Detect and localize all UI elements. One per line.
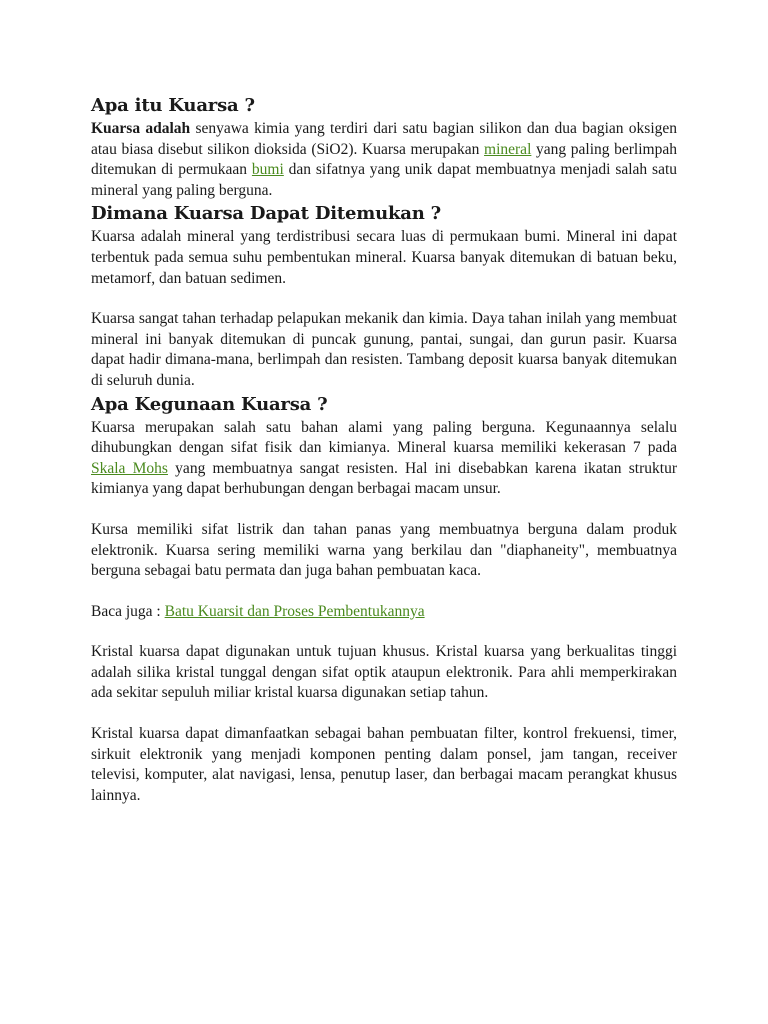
link-bumi[interactable]: bumi xyxy=(251,161,284,179)
text-span: dan sifatnya yang unik dapat membuatnya menjadi salah satu mineral yang paling berguna. xyxy=(91,161,678,199)
document-page xyxy=(91,93,677,806)
paragraph-crystal: Kristal kuarsa dapat digunakan untuk tujuan khusus. Kristal kuarsa yang berkualitas tinggi adalah silika kristal tunggal dengan sifat optik ataupun elektronik. Para ahli memperkirakan ada sekitar sepuluh miliar kristal kuarsa digunakan setiap tahun. xyxy=(91,643,677,702)
paragraph-definition xyxy=(91,119,677,201)
heading-dimana-kuarsa: Dimana Kuarsa Dapat Ditemukan ? xyxy=(91,203,442,225)
text-span: yang paling berlimpah ditemukan di permukaan xyxy=(91,140,677,179)
paragraph-usefulness xyxy=(91,418,677,500)
heading-apa-itu-kuarsa: Apa itu Kuarsa ? xyxy=(91,95,255,116)
link-batu-kuarsit[interactable]: Batu Kuarsit dan Proses Pembentukannya xyxy=(164,602,425,620)
paragraph-electrical: Kursa memiliki sifat listrik dan tahan panas yang membuatnya berguna dalam produk elektronik. Kuarsa sering memiliki warna yang berkilau dan "diaphaneity", membuatnya berguna sebagai batu permata dan juga bahan pembuatan kaca. xyxy=(91,520,677,580)
text-span: senyawa kimia yang terdiri dari satu bagian silikon dan dua bagian oksigen atau biasa disebut silikon dioksida (SiO2). Kuarsa merupakan xyxy=(91,120,678,158)
link-mineral[interactable]: mineral xyxy=(484,140,532,158)
paragraph-resistance: Kuarsa sangat tahan terhadap pelapukan mekanik dan kimia. Daya tahan inilah yang membuat mineral ini banyak ditemukan di puncak gunung, pantai, sungai, dan gurun pasir. Kuarsa dapat hadir dimana-mana, berlimpah dan resisten. Tambang deposit kuarsa banyak ditemukan di seluruh dunia. xyxy=(91,310,677,389)
text-span: Kuarsa merupakan salah satu bahan alami yang paling berguna. Kegunaannya selalu dihubungkan dengan sifat fisik dan kimianya. Mineral kuarsa memiliki kekerasan 7 pada xyxy=(91,418,677,457)
link-skala-mohs[interactable]: Skala Mohs xyxy=(91,459,168,477)
read-also xyxy=(91,602,677,623)
paragraph-applications: Kristal kuarsa dapat dimanfaatkan sebagai bahan pembuatan filter, kontrol frekuensi, timer, sirkuit elektronik yang menjadi komponen penting dalam ponsel, jam tangan, receiver televisi, komputer, alat navigasi, lensa, penutup laser, dan berbagai macam perangkat khusus lainnya. xyxy=(91,725,677,804)
read-also-label: Baca juga : xyxy=(91,602,165,620)
bold-term: Kuarsa adalah xyxy=(91,120,191,137)
heading-kegunaan-kuarsa: Apa Kegunaan Kuarsa ? xyxy=(91,393,328,415)
paragraph-distribution: Kuarsa adalah mineral yang terdistribusi secara luas di permukaan bumi. Mineral ini dapat terbentuk pada semua suhu pembentukan mineral. Kuarsa banyak ditemukan di batuan beku, metamorf, dan batuan sedimen. xyxy=(91,228,677,287)
text-span: yang membuatnya sangat resisten. Hal ini disebabkan karena ikatan struktur kimianya yang dapat berhubungan dengan berbagai macam unsur. xyxy=(91,459,677,498)
